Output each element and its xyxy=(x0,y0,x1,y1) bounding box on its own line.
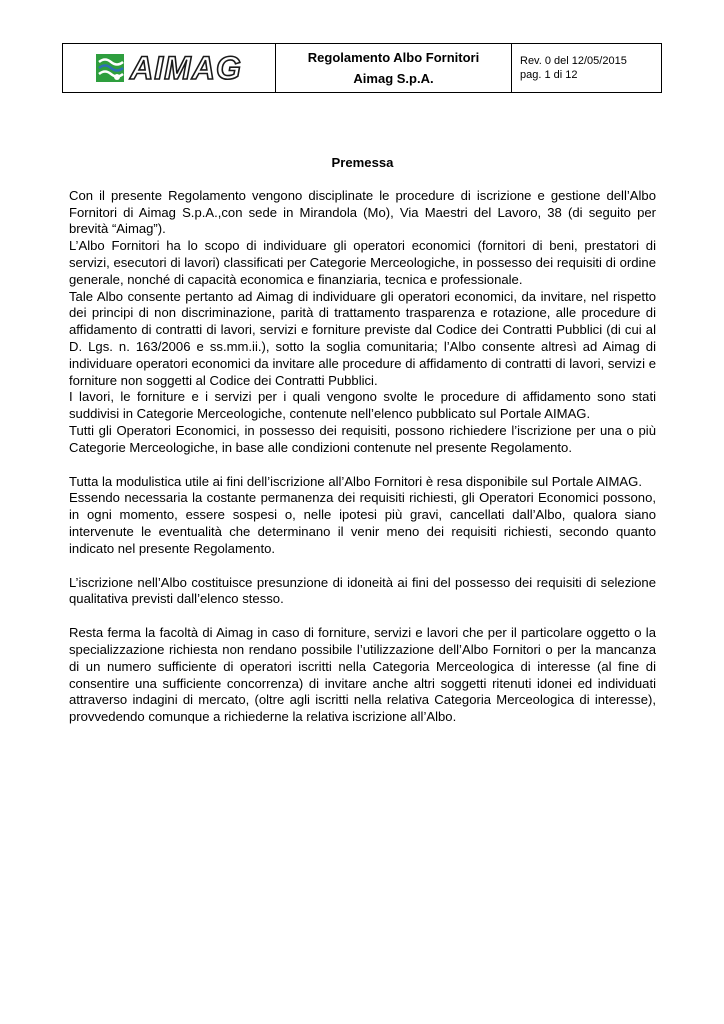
document-header xyxy=(62,43,662,93)
logo-mark-icon xyxy=(96,53,126,83)
paragraph: L’Albo Fornitori ha lo scopo di individuare gli operatori economici (fornitori di beni, prestatori di servizi, esecutori di lavori) classificati per Categorie Merceologiche, in possesso dei requisiti di ordine generale, nonché di capacità economica e finanziaria, tecnica e professionale. xyxy=(69,238,656,287)
paragraph: Con il presente Regolamento vengono disciplinate le procedure di iscrizione e gestione dell’Albo Fornitori di Aimag S.p.A.,con sede in Mirandola (Mo), Via Maestri del Lavoro, 38 (di seguito per brevità “Aimag”). xyxy=(69,187,656,237)
title-cell xyxy=(276,44,512,92)
paragraph: Resta ferma la facoltà di Aimag in caso di forniture, servizi e lavori che per il particolare oggetto o la specializzazione richiesta non rendano possibile l’utilizzazione dell’Albo Fornitori o per la mancanza di un numero sufficiente di operatori iscritti nella Categoria Merceologica di interesse (al fine di consentire una sufficiente concorrenza) di invitare anche altri soggetti ritenuti idonei ed individuati attraverso indagini di mercato, (oltre agli iscritti nella relativa Categoria Merceologica di interesse), provvedendo comunque a richiederne la relativa iscrizione all’Albo. xyxy=(69,625,656,725)
section-title: Premessa xyxy=(331,155,394,170)
paragraph: Tutti gli Operatori Economici, in possesso dei requisiti, possono richiedere l’iscrizione per una o più Categorie Merceologiche, in base alle condizioni contenute nel presente Regolamento. xyxy=(69,422,656,455)
paragraph-spacer xyxy=(69,608,656,625)
company-name: Aimag S.p.A. xyxy=(353,71,434,86)
document-title: Regolamento Albo Fornitori xyxy=(307,50,480,65)
paragraph: Essendo necessaria la costante permanenza dei requisiti richiesti, gli Operatori Economici possono, in ogni momento, essere sospesi o, nelle ipotesi più gravi, cancellati dall’Albo, qualora siano intervenute le eventualità che determinano il venir meno dei requisiti richiesti, secondo quanto indicato nel presente Regolamento. xyxy=(69,490,656,556)
paragraph-spacer xyxy=(69,558,656,575)
paragraph: L’iscrizione nell’Albo costituisce presunzione di idoneità ai fini del possesso dei requisiti di selezione qualitativa previsti dall’elenco stesso. xyxy=(69,574,656,607)
page-number: pag. 1 di 12 xyxy=(520,69,578,81)
paragraph: I lavori, le forniture e i servizi per i quali vengono svolte le procedure di affidamento sono stati suddivisi in Categorie Merceologiche, contenute nell’elenco pubblicato sul Portale AIMAG. xyxy=(69,389,656,422)
revision-cell xyxy=(512,44,661,92)
paragraph-spacer xyxy=(69,457,656,474)
revision-info: Rev. 0 del 12/05/2015 xyxy=(520,55,627,67)
aimag-logo xyxy=(96,52,242,84)
paragraph: Tutta la modulistica utile ai fini dell’iscrizione all’Albo Fornitori è resa disponibile sul Portale AIMAG. xyxy=(69,473,642,489)
logo-wordmark: AIMAG xyxy=(130,50,242,86)
document-body xyxy=(69,155,656,726)
paragraph: Tale Albo consente pertanto ad Aimag di individuare gli operatori economici, da invitare, nel rispetto dei principi di non discriminazione, parità di trattamento trasparenza e rotazione, alle procedure di affidamento di contratti di lavori, servizi e forniture previste dal Codice dei Contratti Pubblici (di cui al D. Lgs. n. 163/2006 e ss.mm.ii.), sotto la soglia comunitaria; l’Albo consente altresì ad Aimag di individuare operatori economici da invitare alle procedure di affidamento di contratti di lavori, servizi e forniture non soggetti al Codice dei Contratti Pubblici. xyxy=(69,288,656,388)
logo-cell xyxy=(63,44,276,92)
